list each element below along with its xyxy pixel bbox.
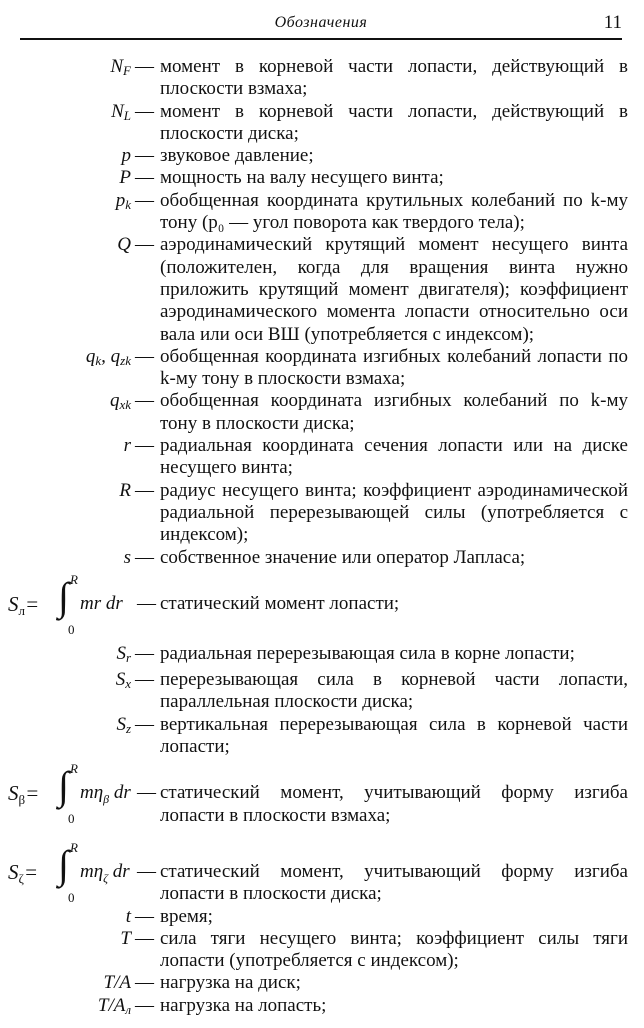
notation-entry xyxy=(8,669,628,714)
notation-description: радиальная перерезывающая сила в корне лопасти; xyxy=(160,642,575,664)
notation-description: радиальная координата сечения лопасти или на диске несущего винта; xyxy=(160,435,628,479)
notation-description: момент в корневой части лопасти, действующий в плоскости диска; xyxy=(160,100,628,144)
notation-description: собственное значение или оператор Лапласа; xyxy=(160,546,526,568)
notation-symbol: p — xyxy=(121,145,154,167)
notation-description: радиус несущего винта; коэффициент аэродинамической радиальной перерезывающей силы (употребляется с индексом); xyxy=(160,479,628,546)
formula-description: статический момент лопасти; xyxy=(160,592,400,614)
notation-symbol: T — xyxy=(120,927,154,949)
notation-description: обобщенная координата изгибных колебаний лопасти по k-му тону в плоскости взмаха; xyxy=(160,345,628,390)
formula-static-moment: $S_л=$ R ∫ 0 mr dr — статический момент лопасти; xyxy=(8,569,628,633)
notation-description: обобщенная координата крутильных колебаний по k-му тону (p₀ — угол поворота как твердого тела); xyxy=(160,189,628,234)
notation-symbol: s — xyxy=(123,546,154,568)
notation-symbol: $T/A_л$ — xyxy=(97,994,154,1017)
notation-block-a xyxy=(8,56,628,569)
notation-block-b xyxy=(8,643,628,758)
notation-symbol: $S_z$ — xyxy=(116,713,154,736)
page-number: 11 xyxy=(603,12,622,33)
notation-symbol: $q_k$, $q_{zk}$ — xyxy=(85,345,154,368)
notation-entry xyxy=(8,928,628,973)
notation-symbol: Q — xyxy=(117,234,154,256)
notation-symbol: $p_k$ — xyxy=(115,189,154,212)
notation-entry xyxy=(8,435,628,480)
notation-symbol: $q_{xk}$ — xyxy=(109,390,154,413)
notation-description: нагрузка на лопасть; xyxy=(160,994,327,1016)
page-header xyxy=(20,8,622,40)
notation-symbol: r — xyxy=(123,435,154,457)
notation-symbol: T/A — xyxy=(103,972,154,994)
notation-description: перерезывающая сила в корневой части лопасти, параллельная плоскости диска; xyxy=(160,669,628,713)
notation-description: вертикальная перерезывающая сила в корневой части лопасти; xyxy=(160,713,628,758)
notation-symbol: t — xyxy=(125,905,154,927)
formula-static-moment-beta: $S_\beta=$ R ∫ 0 $m\eta_\beta$ dr — статический момент, учитывающий форму изгиба лопасти в плоскости взмаха; xyxy=(8,758,628,827)
notation-description: нагрузка на диск; xyxy=(160,972,301,994)
notation-description: обобщенная координата изгибных колебаний по k-му тону в плоскости диска; xyxy=(160,390,628,434)
formula-description: статический момент, учитывающий форму изгиба лопасти в плоскости взмаха; xyxy=(160,782,628,826)
notation-description: сила тяги несущего винта; коэффициент силы тяги лопасти (употребляется с индексом); xyxy=(160,927,628,972)
notation-symbol: $N_F$ — xyxy=(110,56,154,78)
notation-entry xyxy=(8,643,628,669)
notation-entry xyxy=(8,56,628,101)
notation-entry xyxy=(8,547,628,569)
integral-sign: ∫ xyxy=(58,763,69,809)
integral-sign: ∫ xyxy=(58,841,69,887)
notation-description: звуковое давление; xyxy=(160,145,314,167)
notation-entry xyxy=(8,190,628,235)
notation-entry xyxy=(8,480,628,547)
notation-entry xyxy=(8,234,628,345)
notation-description: момент в корневой части лопасти, действующий в плоскости взмаха; xyxy=(160,56,628,100)
notation-symbol: P — xyxy=(119,167,154,189)
notation-list xyxy=(8,56,628,1021)
notation-block-c xyxy=(8,906,628,1021)
notation-entry xyxy=(8,101,628,146)
formula-static-moment-zeta: $S_\zeta=$ R ∫ 0 $m\eta_\zeta$ dr — статический момент, учитывающий форму изгиба лопасти в плоскости диска; xyxy=(8,837,628,906)
notation-entry xyxy=(8,906,628,928)
notation-entry xyxy=(8,167,628,189)
notation-symbol: $N_L$ — xyxy=(111,100,154,123)
notation-entry xyxy=(8,714,628,759)
notation-entry xyxy=(8,145,628,167)
notation-entry xyxy=(8,346,628,391)
integral-sign: ∫ xyxy=(58,573,69,619)
notation-entry xyxy=(8,972,628,994)
notation-symbol: R — xyxy=(119,479,154,501)
formula-description: статический момент, учитывающий форму изгиба лопасти в плоскости диска; xyxy=(160,860,628,905)
notation-description: время; xyxy=(160,905,213,927)
notation-description: мощность на валу несущего винта; xyxy=(160,167,444,189)
notation-entry xyxy=(8,995,628,1021)
notation-symbol: $S_r$ — xyxy=(116,642,154,665)
notation-entry xyxy=(8,390,628,435)
running-title: Обозначения xyxy=(274,14,368,31)
notation-description: аэродинамический крутящий момент несущего винта (положителен, когда для вращения винта нужно приложить крутящий момент двигателя); коэффициент аэродинамического момента лопасти относительно оси вала или оси ВШ (употребляется с индексом); xyxy=(160,234,628,345)
notation-symbol: $S_x$ — xyxy=(115,669,154,692)
